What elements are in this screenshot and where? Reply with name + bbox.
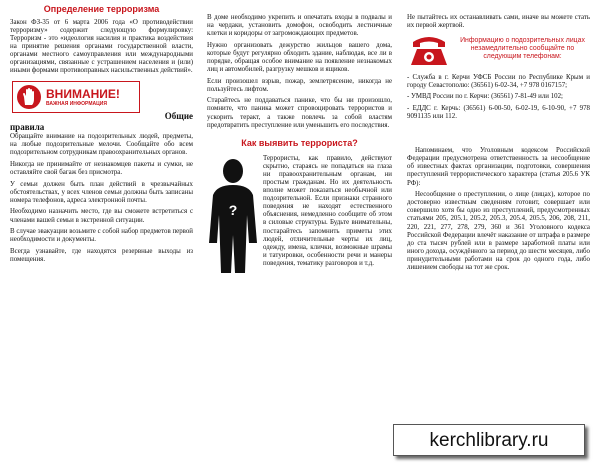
contact-edds: - ЕДДС г. Керчь: (36561) 6-00-50, 6-02-19, 6-10-90, +7 978 9091135 или 112. (407, 104, 590, 121)
info-block (407, 34, 590, 68)
warning-main-text: ВНИМАНИЕ! (46, 86, 120, 101)
rules-heading (10, 111, 193, 133)
identify-heading: Как выявить террориста? (241, 137, 358, 148)
rules-heading-line2: правила (10, 122, 45, 133)
silhouette-icon (207, 155, 259, 275)
svg-text:?: ? (228, 201, 238, 218)
warning-badge (12, 81, 140, 113)
rules-paragraph-3: У семьи должен быть план действий в чрезвычайных обстоятельствах, у всех членов семьи должны быть записаны номера телефонов, адреса электронной почты. (10, 180, 193, 204)
rules-paragraph-4: Необходимо назначить место, где вы сможете встретиться с членами вашей семьи в экстренной ситуации. (10, 208, 193, 224)
rules-paragraph-2: Никогда не принимайте от незнакомцев пакеты и сумки, не оставляйте свой багаж без присмотра. (10, 160, 193, 177)
rules-paragraph-6: Всегда узнавайте, где находятся резервные выходы из помещения. (10, 247, 193, 263)
contact-umvd: - УМВД России по г. Керчи: (36561) 7-81-49 или 102; (407, 93, 563, 101)
silhouette-block (207, 155, 392, 268)
watermark-label: kerchlibrary.ru (393, 424, 585, 456)
warning-block (10, 81, 193, 131)
contact-fsb: - Служба в г. Керчи УФСБ России по Республике Крым и городу Севастополю: (36561) 6-02-34, +7 978 0167157; (407, 73, 590, 89)
telephone-icon (407, 34, 451, 68)
info-text: Информацию о подозрительных лицах незамедлительно сообщайте по следующим телефонам: (460, 36, 585, 61)
identify-paragraph: Террористы, как правило, действуют скрытно, стараясь не попадаться на глаза ни правоохранительным органам, ни простым гражданам. Но их деятельность вполне может показаться необычной или подозрительной. Если признаки странного поведения не находят естественного объяснения, немедленно сообщите об этом в силовые структуры. Будьте внимательны, постарайтесь запомнить приметы этих людей, отличительные черты их лиц, одежду, имена, клички, возможные шрамы и татуировки, особенности речи и манеры поведения, тематику разговоров и т.д. (263, 154, 392, 267)
column-middle (200, 0, 400, 463)
stop-hand-icon (17, 85, 41, 109)
home-security-paragraph: В доме необходимо укрепить и опечатать входы в подвалы и на чердаки, установить домофон, освободить лестничные клетки и коридоры от загромождающих предметов. (207, 14, 392, 38)
warning-sub-text: ВАЖНАЯ ИНФОРМАЦИЯ (46, 100, 107, 107)
rules-paragraph-1: Обращайте внимание на подозрительных людей, предметы, на любые подозрительные мелочи. Сообщайте обо всем подозрительном сотрудникам правоохранительных органов. (10, 133, 193, 157)
patrol-paragraph: Нужно организовать дежурство жильцов вашего дома, которые будут регулярно обходить здание, наблюдая, все ли в порядке, обращая особое внимание на появление незнакомых лиц и автомобилей, разгрузку мешков и ящиков. (207, 41, 392, 74)
definition-paragraph: Закон ФЗ-35 от 6 марта 2006 года «О противодействии терроризму» содержит следующую формулировку: Терроризм - это «идеология насилия и практика воздействия на принятие решения органами государственной власти, органами местного самоуправления или международными организациями, связанные с устрашением населения и (или) иными формами противоправных насильственных действий». (10, 18, 193, 75)
column-left (0, 0, 200, 463)
panic-paragraph: Старайтесь не поддаваться панике, что бы ни произошло, помните, что паника может спровоцировать террористов и ускорить теракт, а также повлечь за собой властям предотвратить преступление или уменьшить его последствия. (207, 97, 392, 129)
elevator-paragraph: Если произошел взрыв, пожар, землетрясение, никогда не пользуйтесь лифтом. (207, 77, 392, 93)
definition-title: Определение терроризма (43, 4, 160, 14)
warning-stop-paragraph: Не пытайтесь их останавливать сами, иначе вы можете стать их первой жертвой. (407, 14, 590, 30)
rules-heading-line1: Общие (164, 111, 193, 122)
law-reminder-paragraph: Напоминаем, что Уголовным кодексом Российской Федерации предусмотрена ответственность за несообщение об известных фактах организации, подготовки, совершения преступлений террористического характера (статья 205.6 УК РФ): (407, 147, 590, 187)
rules-paragraph-5: В случае эвакуации возьмите с собой набор предметов первой необходимости и документы. (10, 228, 193, 244)
column-right (400, 0, 600, 463)
law-text-paragraph: Несообщение о преступлении, о лице (лицах), которое по достоверно известным сведениям готовит, совершает или совершило хотя бы одно из преступлений, предусмотренных статьями 205, 205.1, 205.2, 205.3, 205.4, 205.5, 206, 208, 211, 220, 221, 277, 278, 279, 360 и 361 Уголовного кодекса Российской Федерации влечёт наказание от штрафа в размере до ста тысяч рублей или в размере заработной платы или иного дохода, осуждённого за период до шести месяцев, либо принудительными работами на срок до одного года, либо лишением свободы на тот же срок. (407, 191, 590, 271)
